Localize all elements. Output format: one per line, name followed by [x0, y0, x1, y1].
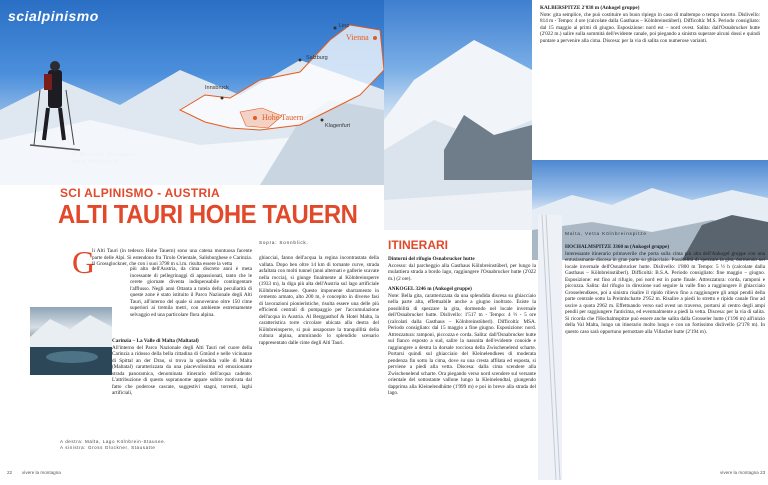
hochalmspitze-text: Interessante itinerario primaverile che porta sulla cima più alta dell'Ankogel gruppe con una entusiasmante discesa in gran parte su ghiacciaio. Possibilità di spezzare la gita, dormendo nel locale invernale dell'Osnabrucker hutte. Dislivello: 1'800 m Tempo: 5 ½ h (calcolate dalla Gasthaus – Kölnbreinstüberl). Difficoltà: B.S.A. Periodo consigliato: fine maggio – giugno. Esposizione: est fino al rifugio, poi nord est in parte finale. Attrezzatura: corda, ramponi e piccozza. Salita: dal rifugio in direzione sud seguire la valle fino a raggiungere il ghiacciaio Grosselendkees, poi a sinistra risalire il ripido rilievo fino a raggiungere gli ampi pendii della parte centrale sotto la Preimlscharte 2'952 m. Risalire a piedi lo stretto e ripido canale fino ad uscire a quota 2962 m. Effettuando verso sud ovest un traverso, portarsi al centro degli ampi pendii per raggiungere l'anticima, ed eventualmente a piedi la vetta. Discesa: per la via di salita. Si ricorda che l'Hochalmspitze può essere anche salita dalla Grosseler hutte (1'196 m) all'inizio della Val Malta, lungo un itinerario molto lungo e con un fortissimo dislivello (2'178 m). In questo caso sarà opportuno pernottare alla Villacher hutte (2'194 m).	[565, 250, 765, 335]
hochalmspitze-column	[565, 244, 765, 335]
ankogel-title: ANKOGEL 3246 m (Ankogel gruppe)	[388, 286, 472, 292]
malta-caption: Malta, Vetta Kölnbreinspitze	[565, 232, 647, 237]
middle-column-text: ghiacciai, fanno dell'acqua la regina incontrastata della vallata. Dopo ben oltre 14 km di tornante curve, strada asfaltata con molti tunnel (anni alternati e gallerie scavate nella roccia), si giunge finalmente al Kölnbreinsperre (1933 m), la diga più alta dell'Austria sul lago artificiale Kölnbrein-Stausee. Questo imponente sbarramento in cemento armato, alto 200 m, è concepito in diverse fasi di lavorazioni pionieristiche, risulta essere una delle più efficienti centrali di pompaggio per l'accumulazione dell'acqua in Austria. Al Berggasthof & Hotel Malta, la caratteristica torre circolare ubicata alla destra del Kölnbreinsperre, si può assaporare la tranquillità della cultura alpina, ammirando lo splendido scenario rappresentato dalle cime degli Alti Tauri.	[259, 255, 379, 346]
mountain-photo-right	[384, 0, 532, 230]
ski-tracks-photo	[538, 215, 562, 480]
page-number-left: 22	[7, 470, 13, 475]
map-label-innsbruck: Innsbruck	[205, 85, 229, 91]
intro-text-a: li Alti Tauri (in tedesco Hohe Tauern) sono una catena montuosa facente parte delle Alpi. Si estendono fra Tirolo Orientale, Salisburghese e Carinzia. Il Grossglockner, che con i suoi 3798 m s.l.m. risulta essere la vetta	[92, 248, 252, 267]
map-label-hohe-tauern: Hohe Tauern	[262, 113, 304, 122]
carinzia-heading: Carinzia – La Valle di Malta (Maltatal)	[112, 338, 199, 344]
hut-text: Accesso: dal parcheggio alla Gasthaus Kölnbreinstüberl, per lungo la mulattiera strada a bordo lago, raggiungere l'Osnabrucker hutte (2'022 m.) (2 ore).	[388, 262, 536, 282]
caption-right: A destra: Malta, Lago Kölnbrein-Stausee.	[60, 439, 167, 444]
map-label-vienna: Vienna	[346, 33, 369, 42]
footer-left: vivere la montagna	[22, 470, 61, 475]
captions	[60, 439, 250, 451]
itinerari-title: ITINERARI	[388, 238, 448, 252]
header-photo	[0, 0, 384, 185]
map-label-klagenfurt: Klagenfurt	[325, 123, 351, 129]
page-number-right: vivere la montagna 23	[720, 470, 766, 475]
sonnblick-caption: Sopra: Sonnblick.	[259, 240, 309, 245]
photo-credit: di Michele Tomaselli www.sciando.it	[72, 152, 137, 165]
brand-logo: scialpinismo	[8, 8, 99, 24]
drop-cap: G	[72, 244, 96, 280]
caption-left: A sinistra: Gross Glockner, Stausatte	[60, 445, 156, 450]
kalberspitze-text: Note: gita semplice, che può costituire un buon ripiego in caso di maltempo o tempo incerto. Dislivello: 814 m - Tempo: 4 ore (calcolate dalla Gasthaus – Kölnbreinstüberl). Difficoltà: M.S. Periodo consigliato: dal 15 maggio ai primi di giugno. Esposizione: nord est – nord ovest. Salita: dall'Osnabrucker hutte (2'022 m.) salire sulla sommità dell'evidente canale, poi piegando a sinistra superare alcuni dossi e quindi puntare a pervenire alla cima. Discesa: per la via di salita con numerose varianti.	[540, 11, 760, 44]
intro-text-b: più alta dell'Austria, da cima discreto anni è meta incessante di pellegrinaggi di appassionati, tanto che le cerete giornate diventa indispensabile contingentare l'afflusso. Negli anni Ottanta a tutela della peculiarità di queste zone è stato istituito il Parco Nazionale degli Alti Tauri, all'interno del quale si annoverano oltre 150 cime superiori ai tremila metri, con ambiente estremamente selvaggio ed una particolare flora alpina.	[130, 266, 252, 318]
carinzia-body: All'interno del Parco Nazionale degli Alti Tauri nel cuore della Carinzia a ridosso della bella cittadina di Gmünd e nelle vicinanze di Spittal an der Drau, si trova la splendida valle di Malta (Maltatal) caratterizzata da una piacevolissima ed emozionante strada panoramica, denominata itinerario dell'acqua cadente. L'attribuzione di questo soprannome appare subito motivata dal fatto che poderose cascate, suggestivi stagni, torrenti, laghi artificiali,	[112, 344, 252, 396]
main-title: ALTI TAURI HOHE TAUERN	[58, 199, 358, 229]
kalberspitze-column	[540, 5, 760, 44]
ankogel-text: Note: Bella gita, caratterizzata da una splendida discesa su ghiacciaio nella parte alta, effettuabile anche a giugno inoltrato. Esiste la possibilità di spezzare la gita, dormendo nel locale invernale dell'Osnabrucker hutte. Dislivello: 1'517 m - Tempo: 4 ½ - 5 ore (calcolati dalla Gasthaus – Kölnbreinstüberl). Difficoltà: MSA. Periodo consigliato: dal 15 maggio a fine giugno. Esposizione: nord. Attrezzatura: ramponi, piccozza e corda. Salita: dall'Osnabrucker hutte sul fianco esposto a sud, salire la nassnita dell'evidente conoide e raggiungere a destra la dorsale rocciosa della Zwischenelend scharte. Portarsi quindi sul ghiacciaio del Kleinelendkees di moderata pendenza fin sotto la cima, dove su una cresta affilata ed esposta, si perviene a piedi alla vetta. Discesa: dalla cima scendere alla Zwischenelend scharte. Ora piegando verso nord scendere sul versante orientale del sottostante vallone lungo la Kleinelendtal, giungendo dapprima alla Kleinelendhütte (1'999 m) e poi in breve alla strada del lago.	[388, 292, 536, 396]
hochalmspitze-title: HOCHALMSPITZE 3360 m (Ankogel gruppe)	[565, 244, 670, 250]
ski-tracks-scene	[538, 215, 562, 480]
hut-title: Dintorni del rifugio Osnabrucker hutte	[388, 256, 475, 262]
itinerari-column	[388, 256, 536, 397]
carinzia-section	[60, 338, 252, 397]
kalberspitze-title: KALBERSPITZE 2'838 m (Ankogel gruppe)	[540, 5, 640, 11]
mountain-scene	[0, 0, 384, 185]
map-label-linz: Linz	[339, 23, 350, 29]
section-title: SCI ALPINISMO - AUSTRIA	[60, 186, 221, 200]
map-label-salzburg: Salzburg	[306, 55, 328, 61]
right-mountain-scene	[384, 0, 532, 230]
